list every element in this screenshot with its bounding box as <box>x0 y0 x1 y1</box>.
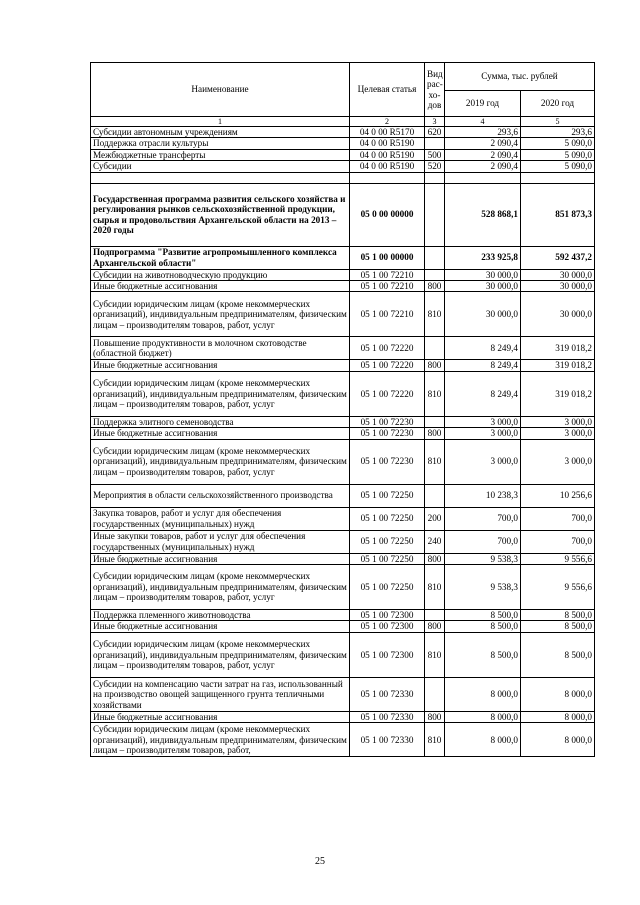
row-name-cell: Субсидии на компенсацию части затрат на газ, использованный на производство овощей защищенного грунта тепличными хозяйствами <box>91 677 350 711</box>
table-row <box>91 677 595 711</box>
table-row <box>91 439 595 484</box>
row-name-cell: Иные закупки товаров, работ и услуг для обеспечения государственных (муниципальных) нужд <box>91 530 350 553</box>
row-name-cell: Субсидии юридическим лицам (кроме некоммерческих организаций), индивидуальным предпринимателям, физическим лицам – производителям товаров, работ, <box>91 723 350 757</box>
row-amount-2019-cell: 293,6 <box>445 127 521 138</box>
row-amount-2020-cell: 3 000,0 <box>521 439 595 484</box>
row-name-cell: Государственная программа развития сельского хозяйства и регулирования рынков сельскохозяйственной продукции, сырья и продовольствия Архангельской области на 2013 – 2020 годы <box>91 183 350 246</box>
row-amount-2019-cell: 2 090,4 <box>445 149 521 160</box>
row-code-cell: 05 1 00 72220 <box>350 360 425 371</box>
row-code-cell: 05 1 00 72300 <box>350 632 425 677</box>
row-expense-type-cell <box>425 138 445 149</box>
row-amount-2020-cell: 319 018,2 <box>521 337 595 360</box>
table-row <box>91 416 595 427</box>
row-code-cell: 05 1 00 72210 <box>350 281 425 292</box>
column-number-row <box>91 117 595 127</box>
row-code-cell: 05 1 00 72250 <box>350 565 425 610</box>
row-amount-2019-cell: 9 538,3 <box>445 565 521 610</box>
row-name-cell: Иные бюджетные ассигнования <box>91 428 350 439</box>
table-row <box>91 371 595 416</box>
row-amount-2020-cell: 700,0 <box>521 507 595 530</box>
table-row <box>91 610 595 621</box>
column-number: 1 <box>91 117 350 127</box>
row-amount-2020-cell: 8 000,0 <box>521 677 595 711</box>
table-row <box>91 484 595 507</box>
row-name-cell: Субсидии автономным учреждениям <box>91 127 350 138</box>
row-amount-2019-cell: 8 500,0 <box>445 621 521 632</box>
header-sum: Сумма, тыс. рублей <box>445 63 595 91</box>
row-amount-2020-cell: 319 018,2 <box>521 371 595 416</box>
row-expense-type-cell: 800 <box>425 281 445 292</box>
row-amount-2019-cell: 528 868,1 <box>445 183 521 246</box>
row-code-cell <box>350 172 425 183</box>
table-row <box>91 161 595 172</box>
row-code-cell: 05 1 00 72210 <box>350 269 425 280</box>
row-name-cell: Повышение продуктивности в молочном скотоводстве (областной бюджет) <box>91 337 350 360</box>
row-amount-2019-cell: 233 925,8 <box>445 246 521 269</box>
row-amount-2020-cell <box>521 172 595 183</box>
table-row <box>91 292 595 337</box>
row-name-cell: Мероприятия в области сельскохозяйственного производства <box>91 484 350 507</box>
row-expense-type-cell: 800 <box>425 621 445 632</box>
table-row <box>91 565 595 610</box>
row-amount-2019-cell: 3 000,0 <box>445 416 521 427</box>
row-expense-type-cell: 810 <box>425 565 445 610</box>
table-row <box>91 127 595 138</box>
row-amount-2019-cell: 8 000,0 <box>445 711 521 722</box>
row-name-cell: Субсидии юридическим лицам (кроме некоммерческих организаций), индивидуальным предпринимателям, физическим лицам – производителям товаров, работ, услуг <box>91 565 350 610</box>
row-code-cell: 05 1 00 72250 <box>350 530 425 553</box>
row-expense-type-cell <box>425 246 445 269</box>
row-amount-2019-cell: 3 000,0 <box>445 428 521 439</box>
table-body <box>91 127 595 757</box>
row-name-cell: Поддержка элитного семеноводства <box>91 416 350 427</box>
row-expense-type-cell <box>425 269 445 280</box>
column-number: 4 <box>445 117 521 127</box>
header-name: Наименование <box>91 63 350 117</box>
table-row <box>91 172 595 183</box>
row-code-cell: 04 0 00 R5190 <box>350 149 425 160</box>
row-amount-2019-cell: 8 000,0 <box>445 677 521 711</box>
table-row <box>91 553 595 564</box>
row-name-cell: Субсидии юридическим лицам (кроме некоммерческих организаций), индивидуальным предпринимателям, физическим лицам – производителям товаров, работ, услуг <box>91 292 350 337</box>
row-amount-2019-cell <box>445 172 521 183</box>
table-row <box>91 711 595 722</box>
row-amount-2019-cell: 3 000,0 <box>445 439 521 484</box>
table-row <box>91 269 595 280</box>
row-name-cell: Закупка товаров, работ и услуг для обеспечения государственных (муниципальных) нужд <box>91 507 350 530</box>
row-expense-type-cell: 520 <box>425 161 445 172</box>
row-amount-2020-cell: 5 090,0 <box>521 149 595 160</box>
row-amount-2020-cell: 8 500,0 <box>521 632 595 677</box>
row-expense-type-cell: 810 <box>425 723 445 757</box>
row-code-cell: 04 0 00 R5190 <box>350 161 425 172</box>
row-amount-2020-cell: 5 090,0 <box>521 161 595 172</box>
row-code-cell: 05 1 00 72330 <box>350 711 425 722</box>
row-code-cell: 05 1 00 72300 <box>350 610 425 621</box>
row-name-cell: Иные бюджетные ассигнования <box>91 281 350 292</box>
row-expense-type-cell: 800 <box>425 711 445 722</box>
row-name-cell: Иные бюджетные ассигнования <box>91 711 350 722</box>
table-row <box>91 281 595 292</box>
row-code-cell: 05 1 00 72250 <box>350 553 425 564</box>
row-expense-type-cell: 810 <box>425 371 445 416</box>
row-amount-2019-cell: 2 090,4 <box>445 138 521 149</box>
row-amount-2020-cell: 5 090,0 <box>521 138 595 149</box>
row-code-cell: 05 0 00 00000 <box>350 183 425 246</box>
row-amount-2019-cell: 30 000,0 <box>445 292 521 337</box>
row-amount-2019-cell: 8 249,4 <box>445 360 521 371</box>
row-code-cell: 05 1 00 72230 <box>350 439 425 484</box>
row-name-cell: Поддержка отрасли культуры <box>91 138 350 149</box>
table-row <box>91 337 595 360</box>
row-amount-2020-cell: 8 500,0 <box>521 621 595 632</box>
header-year-2019: 2019 год <box>445 91 521 117</box>
header-vid: Вид рас-хо-дов <box>425 63 445 117</box>
row-amount-2020-cell: 30 000,0 <box>521 292 595 337</box>
column-number: 2 <box>350 117 425 127</box>
row-code-cell: 05 1 00 00000 <box>350 246 425 269</box>
row-amount-2020-cell: 30 000,0 <box>521 269 595 280</box>
row-expense-type-cell: 500 <box>425 149 445 160</box>
row-amount-2020-cell: 8 000,0 <box>521 723 595 757</box>
row-expense-type-cell <box>425 172 445 183</box>
column-number: 5 <box>521 117 595 127</box>
table-row <box>91 530 595 553</box>
row-amount-2020-cell: 8 500,0 <box>521 610 595 621</box>
row-expense-type-cell: 620 <box>425 127 445 138</box>
row-code-cell: 04 0 00 R5170 <box>350 127 425 138</box>
row-expense-type-cell <box>425 677 445 711</box>
row-expense-type-cell: 800 <box>425 428 445 439</box>
row-name-cell: Межбюджетные трансферты <box>91 149 350 160</box>
row-expense-type-cell: 800 <box>425 360 445 371</box>
row-expense-type-cell <box>425 610 445 621</box>
table-row <box>91 507 595 530</box>
row-code-cell: 04 0 00 R5190 <box>350 138 425 149</box>
row-expense-type-cell: 800 <box>425 553 445 564</box>
row-amount-2019-cell: 700,0 <box>445 507 521 530</box>
row-expense-type-cell <box>425 183 445 246</box>
row-code-cell: 05 1 00 72220 <box>350 371 425 416</box>
column-number: 3 <box>425 117 445 127</box>
table-row <box>91 621 595 632</box>
row-amount-2019-cell: 30 000,0 <box>445 269 521 280</box>
row-amount-2019-cell: 9 538,3 <box>445 553 521 564</box>
row-code-cell: 05 1 00 72230 <box>350 416 425 427</box>
row-amount-2020-cell: 9 556,6 <box>521 553 595 564</box>
row-name-cell: Иные бюджетные ассигнования <box>91 553 350 564</box>
row-amount-2020-cell: 10 256,6 <box>521 484 595 507</box>
row-amount-2019-cell: 8 249,4 <box>445 337 521 360</box>
table-row <box>91 138 595 149</box>
row-amount-2020-cell: 592 437,2 <box>521 246 595 269</box>
row-amount-2020-cell: 851 873,3 <box>521 183 595 246</box>
page-number: 25 <box>315 856 325 867</box>
header-code: Целевая статья <box>350 63 425 117</box>
row-name-cell: Субсидии на животноводческую продукцию <box>91 269 350 280</box>
table-row <box>91 149 595 160</box>
row-amount-2019-cell: 2 090,4 <box>445 161 521 172</box>
row-amount-2019-cell: 700,0 <box>445 530 521 553</box>
row-expense-type-cell: 240 <box>425 530 445 553</box>
row-expense-type-cell: 810 <box>425 439 445 484</box>
row-amount-2020-cell: 3 000,0 <box>521 428 595 439</box>
row-expense-type-cell <box>425 484 445 507</box>
row-name-cell: Иные бюджетные ассигнования <box>91 360 350 371</box>
row-amount-2019-cell: 8 249,4 <box>445 371 521 416</box>
row-code-cell: 05 1 00 72330 <box>350 677 425 711</box>
header-year-2020: 2020 год <box>521 91 595 117</box>
row-code-cell: 05 1 00 72250 <box>350 507 425 530</box>
row-amount-2019-cell: 10 238,3 <box>445 484 521 507</box>
row-amount-2020-cell: 8 000,0 <box>521 711 595 722</box>
row-amount-2020-cell: 3 000,0 <box>521 416 595 427</box>
row-amount-2020-cell: 30 000,0 <box>521 281 595 292</box>
row-code-cell: 05 1 00 72220 <box>350 337 425 360</box>
table-row <box>91 246 595 269</box>
table-row <box>91 723 595 757</box>
table-header <box>91 63 595 127</box>
row-name-cell: Субсидии юридическим лицам (кроме некоммерческих организаций), индивидуальным предпринимателям, физическим лицам – производителям товаров, работ, услуг <box>91 632 350 677</box>
row-expense-type-cell: 810 <box>425 292 445 337</box>
row-amount-2020-cell: 700,0 <box>521 530 595 553</box>
row-amount-2019-cell: 30 000,0 <box>445 281 521 292</box>
row-code-cell: 05 1 00 72210 <box>350 292 425 337</box>
budget-table <box>90 62 595 757</box>
row-amount-2019-cell: 8 000,0 <box>445 723 521 757</box>
row-amount-2020-cell: 9 556,6 <box>521 565 595 610</box>
row-code-cell: 05 1 00 72300 <box>350 621 425 632</box>
table-row <box>91 632 595 677</box>
row-name-cell: Субсидии юридическим лицам (кроме некоммерческих организаций), индивидуальным предпринимателям, физическим лицам – производителям товаров, работ, услуг <box>91 439 350 484</box>
row-expense-type-cell <box>425 337 445 360</box>
row-code-cell: 05 1 00 72250 <box>350 484 425 507</box>
row-name-cell: Субсидии юридическим лицам (кроме некоммерческих организаций), индивидуальным предпринимателям, физическим лицам – производителям товаров, работ, услуг <box>91 371 350 416</box>
table-row <box>91 183 595 246</box>
table-row <box>91 360 595 371</box>
row-expense-type-cell <box>425 416 445 427</box>
row-name-cell: Субсидии <box>91 161 350 172</box>
row-name-cell <box>91 172 350 183</box>
row-amount-2020-cell: 293,6 <box>521 127 595 138</box>
row-amount-2019-cell: 8 500,0 <box>445 632 521 677</box>
row-name-cell: Поддержка племенного животноводства <box>91 610 350 621</box>
row-name-cell: Иные бюджетные ассигнования <box>91 621 350 632</box>
row-amount-2020-cell: 319 018,2 <box>521 360 595 371</box>
row-expense-type-cell: 810 <box>425 632 445 677</box>
row-code-cell: 05 1 00 72230 <box>350 428 425 439</box>
row-expense-type-cell: 200 <box>425 507 445 530</box>
table-row <box>91 428 595 439</box>
row-name-cell: Подпрограмма "Развитие агропромышленного комплекса Архангельской области" <box>91 246 350 269</box>
row-amount-2019-cell: 8 500,0 <box>445 610 521 621</box>
row-code-cell: 05 1 00 72330 <box>350 723 425 757</box>
